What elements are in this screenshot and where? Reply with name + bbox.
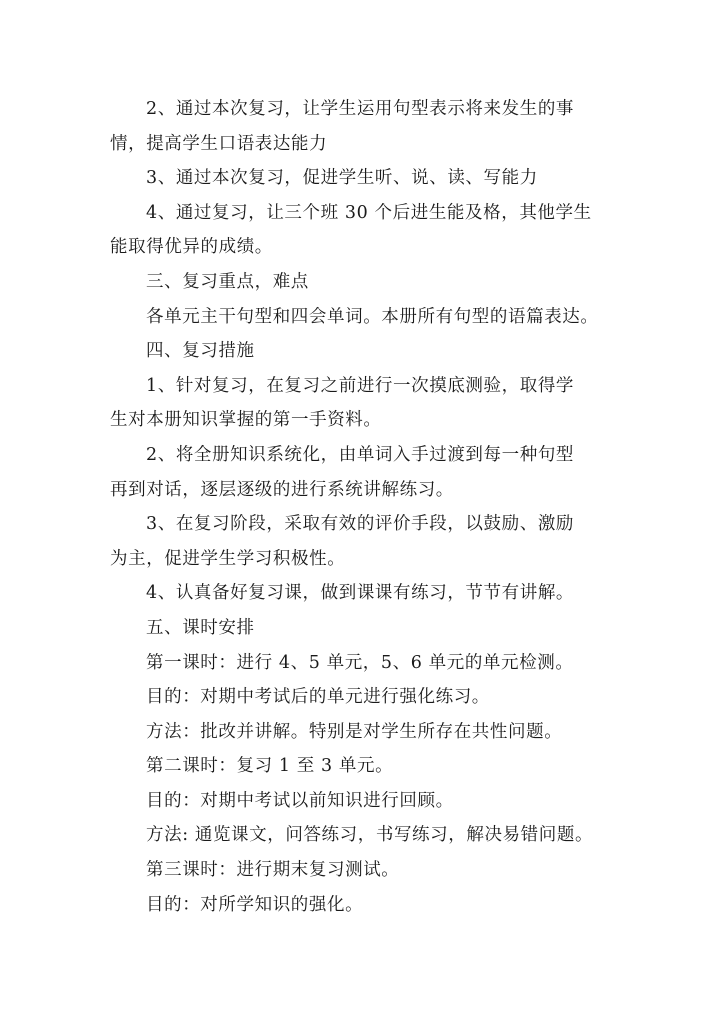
text-line: 能取得优异的成绩。 (110, 237, 273, 258)
text-line: 2、将全册知识系统化，由单词入手过渡到每一种句型 (146, 444, 575, 465)
text-line: 方法：批改并讲解。特别是对学生所存在共性问题。 (146, 721, 563, 742)
text-line: 3、在复习阶段，采取有效的评价手段，以鼓励、激励 (146, 514, 575, 535)
text-line: 目的：对期中考试以前知识进行回顾。 (146, 790, 454, 811)
section-heading: 五、课时安排 (146, 617, 255, 638)
text-line: 1、针对复习，在复习之前进行一次摸底测验，取得学 (146, 375, 575, 396)
text-line: 4、认真备好复习课，做到课课有练习，节节有讲解。 (146, 583, 575, 604)
text-line: 情，提高学生口语表达能力 (110, 133, 328, 154)
text-line: 生对本册知识掌握的第一手资料。 (110, 410, 382, 431)
document-body (110, 92, 615, 922)
text-line: 4、通过复习，让三个班 30 个后进生能及格，其他学生 (146, 202, 592, 223)
text-line: 方法: 通览课文，问答练习，书写练习，解决易错问题。 (146, 825, 594, 846)
text-line: 2、通过本次复习，让学生运用句型表示将来发生的事 (146, 99, 575, 119)
text-line: 再到对话，逐层逐级的进行系统讲解练习。 (110, 479, 454, 500)
text-line: 第二课时：复习 1 至 3 单元。 (146, 756, 394, 777)
text-line: 3、通过本次复习，促进学生听、说、读、写能力 (146, 168, 538, 189)
section-heading: 三、复习重点，难点 (146, 271, 309, 292)
section-heading: 四、复习措施 (146, 341, 255, 362)
text-line: 第三课时：进行期末复习测试。 (146, 860, 400, 881)
text-line: 目的：对所学知识的强化。 (146, 894, 364, 915)
text-line: 目的：对期中考试后的单元进行强化练习。 (146, 687, 490, 708)
text-line: 第一课时：进行 4、5 单元，5、6 单元的单元检测。 (146, 652, 574, 673)
text-line: 为主，促进学生学习积极性。 (110, 548, 346, 569)
text-line: 各单元主干句型和四会单词。本册所有句型的语篇表达。 (146, 306, 599, 327)
